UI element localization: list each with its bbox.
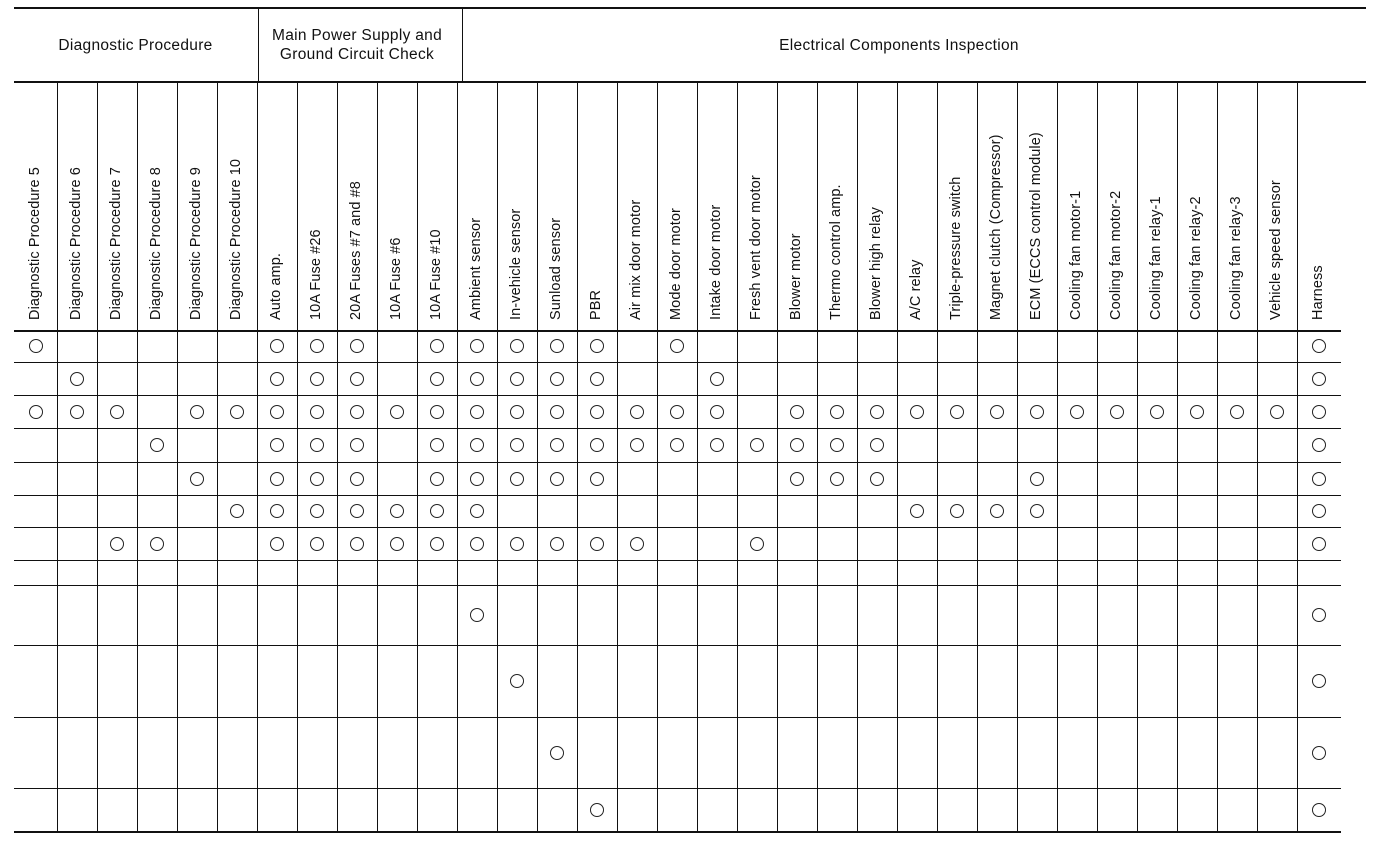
column-header: Ambient sensor bbox=[468, 217, 484, 320]
circle-icon bbox=[510, 537, 524, 551]
circle-icon bbox=[470, 504, 484, 518]
column-rule bbox=[1097, 81, 1098, 831]
column-header: 20A Fuses #7 and #8 bbox=[348, 181, 364, 320]
column-header: Triple-pressure switch bbox=[948, 176, 964, 320]
circle-icon bbox=[230, 504, 244, 518]
circle-icon bbox=[510, 372, 524, 386]
column-header: Diagnostic Procedure 7 bbox=[108, 167, 124, 320]
circle-icon bbox=[1312, 537, 1326, 551]
circle-icon bbox=[430, 372, 444, 386]
circle-icon bbox=[1030, 472, 1044, 486]
circle-icon bbox=[1312, 339, 1326, 353]
circle-icon bbox=[550, 537, 564, 551]
row-rule bbox=[14, 395, 1341, 396]
circle-icon bbox=[110, 537, 124, 551]
column-header: Blower high relay bbox=[868, 207, 884, 320]
circle-icon bbox=[470, 438, 484, 452]
row-rule bbox=[14, 330, 1341, 332]
column-rule bbox=[1177, 81, 1178, 831]
circle-icon bbox=[430, 472, 444, 486]
circle-icon bbox=[830, 438, 844, 452]
column-header: Diagnostic Procedure 10 bbox=[228, 158, 244, 320]
group-header: Electrical Components Inspection bbox=[779, 36, 1019, 54]
circle-icon bbox=[550, 372, 564, 386]
column-rule bbox=[417, 81, 418, 831]
circle-icon bbox=[310, 537, 324, 551]
circle-icon bbox=[870, 472, 884, 486]
circle-icon bbox=[550, 438, 564, 452]
column-header: Harness bbox=[1310, 265, 1326, 320]
circle-icon bbox=[1070, 405, 1084, 419]
column-rule bbox=[697, 81, 698, 831]
column-rule bbox=[1057, 81, 1058, 831]
circle-icon bbox=[270, 537, 284, 551]
circle-icon bbox=[630, 405, 644, 419]
circle-icon bbox=[670, 339, 684, 353]
column-header: Diagnostic Procedure 5 bbox=[26, 167, 43, 320]
circle-icon bbox=[430, 339, 444, 353]
circle-icon bbox=[550, 472, 564, 486]
circle-icon bbox=[29, 339, 43, 353]
circle-icon bbox=[710, 405, 724, 419]
circle-icon bbox=[510, 674, 524, 688]
column-rule bbox=[217, 81, 218, 831]
circle-icon bbox=[1312, 405, 1326, 419]
circle-icon bbox=[1312, 504, 1326, 518]
circle-icon bbox=[270, 472, 284, 486]
column-rule bbox=[377, 81, 378, 831]
column-rule bbox=[177, 81, 178, 831]
column-rule bbox=[1217, 81, 1218, 831]
column-header: 10A Fuse #26 bbox=[308, 229, 324, 320]
circle-icon bbox=[590, 438, 604, 452]
column-rule bbox=[97, 81, 98, 831]
circle-icon bbox=[1312, 746, 1326, 760]
row-rule bbox=[14, 462, 1341, 463]
circle-icon bbox=[270, 504, 284, 518]
circle-icon bbox=[1312, 372, 1326, 386]
column-rule bbox=[817, 81, 818, 831]
column-header: Sunload sensor bbox=[548, 217, 564, 320]
column-header: Cooling fan relay-3 bbox=[1228, 196, 1244, 320]
circle-icon bbox=[1312, 472, 1326, 486]
circle-icon bbox=[230, 405, 244, 419]
circle-icon bbox=[70, 372, 84, 386]
circle-icon bbox=[1030, 504, 1044, 518]
circle-icon bbox=[950, 504, 964, 518]
circle-icon bbox=[350, 472, 364, 486]
column-rule bbox=[137, 81, 138, 831]
column-rule bbox=[537, 81, 538, 831]
circle-icon bbox=[29, 405, 43, 419]
circle-icon bbox=[510, 438, 524, 452]
circle-icon bbox=[430, 504, 444, 518]
column-header: Cooling fan relay-1 bbox=[1148, 196, 1164, 320]
circle-icon bbox=[310, 438, 324, 452]
column-header: Air mix door motor bbox=[628, 199, 644, 320]
column-header: In-vehicle sensor bbox=[508, 208, 524, 320]
circle-icon bbox=[590, 372, 604, 386]
circle-icon bbox=[710, 372, 724, 386]
group-header: Main Power Supply and Ground Circuit Check bbox=[271, 27, 442, 63]
circle-icon bbox=[1312, 608, 1326, 622]
column-rule bbox=[857, 81, 858, 831]
circle-icon bbox=[990, 504, 1004, 518]
circle-icon bbox=[470, 537, 484, 551]
circle-icon bbox=[590, 803, 604, 817]
circle-icon bbox=[430, 405, 444, 419]
circle-icon bbox=[390, 537, 404, 551]
row-rule bbox=[14, 527, 1341, 528]
row-rule bbox=[14, 585, 1341, 586]
circle-icon bbox=[310, 472, 324, 486]
circle-icon bbox=[590, 537, 604, 551]
circle-icon bbox=[830, 405, 844, 419]
column-header: Diagnostic Procedure 8 bbox=[148, 167, 164, 320]
circle-icon bbox=[470, 405, 484, 419]
circle-icon bbox=[350, 504, 364, 518]
column-header: Diagnostic Procedure 9 bbox=[188, 167, 204, 320]
circle-icon bbox=[1312, 438, 1326, 452]
circle-icon bbox=[350, 405, 364, 419]
circle-icon bbox=[1312, 803, 1326, 817]
circle-icon bbox=[310, 372, 324, 386]
circle-icon bbox=[430, 537, 444, 551]
column-header: PBR bbox=[588, 289, 604, 320]
column-header: Magnet clutch (Compressor) bbox=[988, 134, 1004, 320]
column-rule bbox=[1017, 81, 1018, 831]
circle-icon bbox=[590, 339, 604, 353]
circle-icon bbox=[590, 472, 604, 486]
row-rule bbox=[14, 788, 1341, 789]
circle-icon bbox=[1150, 405, 1164, 419]
column-header: Blower motor bbox=[788, 233, 804, 320]
column-header: A/C relay bbox=[908, 259, 924, 320]
column-rule bbox=[297, 81, 298, 831]
circle-icon bbox=[270, 438, 284, 452]
column-rule bbox=[617, 81, 618, 831]
circle-icon bbox=[990, 405, 1004, 419]
circle-icon bbox=[1190, 405, 1204, 419]
circle-icon bbox=[1230, 405, 1244, 419]
circle-icon bbox=[870, 405, 884, 419]
circle-icon bbox=[750, 537, 764, 551]
column-rule bbox=[657, 81, 658, 831]
column-header: Fresh vent door motor bbox=[748, 175, 764, 320]
circle-icon bbox=[1110, 405, 1124, 419]
column-rule bbox=[577, 81, 578, 831]
circle-icon bbox=[270, 339, 284, 353]
circle-icon bbox=[350, 438, 364, 452]
row-rule bbox=[14, 645, 1341, 646]
circle-icon bbox=[70, 405, 84, 419]
circle-icon bbox=[550, 405, 564, 419]
circle-icon bbox=[270, 372, 284, 386]
column-rule bbox=[937, 81, 938, 831]
circle-icon bbox=[510, 339, 524, 353]
circle-icon bbox=[310, 405, 324, 419]
circle-icon bbox=[1270, 405, 1284, 419]
circle-icon bbox=[790, 438, 804, 452]
circle-icon bbox=[110, 405, 124, 419]
circle-icon bbox=[910, 405, 924, 419]
circle-icon bbox=[150, 537, 164, 551]
circle-icon bbox=[470, 472, 484, 486]
column-header: Diagnostic Procedure 6 bbox=[68, 167, 84, 320]
circle-icon bbox=[670, 438, 684, 452]
circle-icon bbox=[190, 472, 204, 486]
circle-icon bbox=[310, 504, 324, 518]
column-rule bbox=[497, 81, 498, 831]
circle-icon bbox=[350, 372, 364, 386]
row-rule bbox=[14, 560, 1341, 561]
circle-icon bbox=[550, 746, 564, 760]
column-header: Cooling fan motor-2 bbox=[1108, 190, 1124, 320]
circle-icon bbox=[510, 405, 524, 419]
circle-icon bbox=[350, 339, 364, 353]
circle-icon bbox=[630, 438, 644, 452]
circle-icon bbox=[830, 472, 844, 486]
circle-icon bbox=[870, 438, 884, 452]
column-header: Thermo control amp. bbox=[828, 184, 844, 320]
circle-icon bbox=[390, 405, 404, 419]
circle-icon bbox=[790, 472, 804, 486]
circle-icon bbox=[270, 405, 284, 419]
column-rule bbox=[897, 81, 898, 831]
column-header: Cooling fan motor-1 bbox=[1068, 190, 1084, 320]
circle-icon bbox=[550, 339, 564, 353]
row-rule bbox=[14, 362, 1341, 363]
circle-icon bbox=[190, 405, 204, 419]
circle-icon bbox=[950, 405, 964, 419]
group-header: Diagnostic Procedure bbox=[58, 36, 213, 54]
circle-icon bbox=[350, 537, 364, 551]
column-rule bbox=[57, 81, 58, 831]
row-rule bbox=[14, 495, 1341, 496]
column-header: Vehicle speed sensor bbox=[1268, 180, 1284, 320]
circle-icon bbox=[1030, 405, 1044, 419]
circle-icon bbox=[710, 438, 724, 452]
column-rule bbox=[1257, 81, 1258, 831]
circle-icon bbox=[910, 504, 924, 518]
row-rule bbox=[14, 831, 1341, 833]
circle-icon bbox=[390, 504, 404, 518]
circle-icon bbox=[790, 405, 804, 419]
row-rule bbox=[14, 717, 1341, 718]
circle-icon bbox=[630, 537, 644, 551]
column-header: Cooling fan relay-2 bbox=[1188, 196, 1204, 320]
column-rule bbox=[257, 81, 258, 831]
column-header: Mode door motor bbox=[668, 208, 684, 320]
circle-icon bbox=[670, 405, 684, 419]
column-header: Intake door motor bbox=[708, 204, 724, 320]
column-header: ECM (ECCS control module) bbox=[1028, 132, 1044, 320]
circle-icon bbox=[510, 472, 524, 486]
circle-icon bbox=[1312, 674, 1326, 688]
circle-icon bbox=[430, 438, 444, 452]
row-rule bbox=[14, 428, 1341, 429]
circle-icon bbox=[310, 339, 324, 353]
circle-icon bbox=[470, 339, 484, 353]
column-header: 10A Fuse #6 bbox=[388, 237, 404, 320]
column-header: 10A Fuse #10 bbox=[428, 229, 444, 320]
column-rule bbox=[777, 81, 778, 831]
column-rule bbox=[1297, 81, 1298, 831]
column-header: Auto amp. bbox=[268, 253, 284, 320]
circle-icon bbox=[750, 438, 764, 452]
column-rule bbox=[737, 81, 738, 831]
circle-icon bbox=[150, 438, 164, 452]
column-rule bbox=[457, 81, 458, 831]
circle-icon bbox=[470, 372, 484, 386]
column-rule bbox=[1137, 81, 1138, 831]
column-rule bbox=[977, 81, 978, 831]
column-rule bbox=[337, 81, 338, 831]
circle-icon bbox=[470, 608, 484, 622]
circle-icon bbox=[590, 405, 604, 419]
